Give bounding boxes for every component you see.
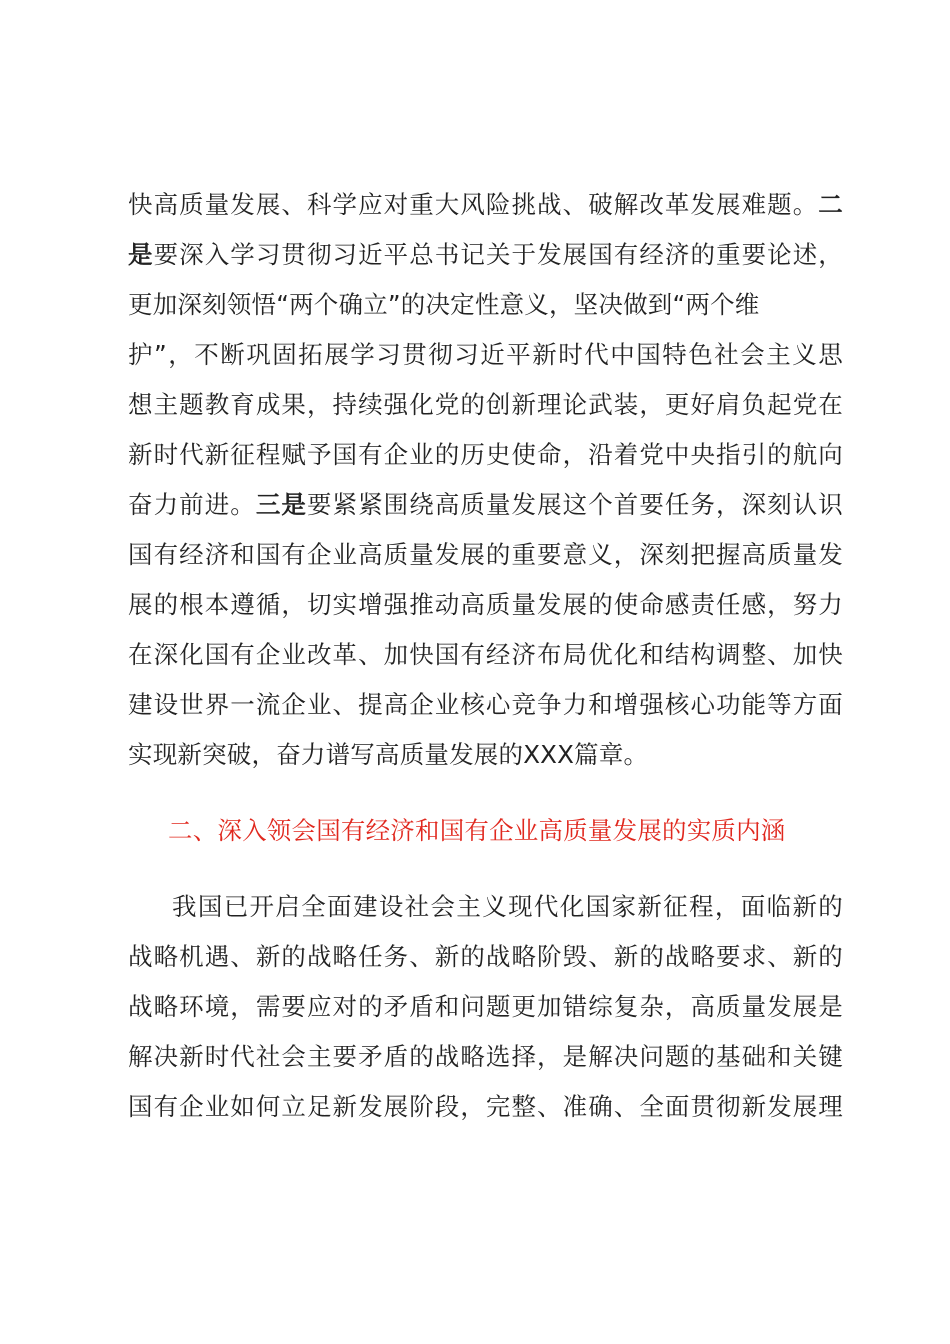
bold-text-run: 是 bbox=[128, 240, 154, 269]
paragraph-2-line-4: 解决新时代社会主要矛盾的战略选择，是解决问题的基础和关键 bbox=[128, 1042, 843, 1071]
paragraph-1-line-9: 展的根本遵循，切实增强推动高质量发展的使命感责任感，努力 bbox=[128, 590, 843, 619]
paragraph-1-line-2 bbox=[128, 230, 843, 280]
text-run: 快高质量发展、科学应对重大风险挑战、破解改革发展难题。 bbox=[128, 190, 819, 219]
bold-text-run: 二 bbox=[818, 190, 843, 219]
section-heading: 二、深入领会国有经济和国有企业高质量发展的实质内涵 bbox=[168, 816, 786, 845]
text-run: 奋力前进。 bbox=[128, 490, 256, 519]
paragraph-1-line-6: 新时代新征程赋予国有企业的历史使命，沿着党中央指引的航向 bbox=[128, 440, 843, 469]
paragraph-2-line-1: 我国已开启全面建设社会主义现代化国家新征程，面临新的 bbox=[172, 892, 843, 921]
paragraph-1-line-12: 实现新突破，奋力谱写高质量发展的XXX篇章。 bbox=[128, 740, 649, 769]
paragraph-1-line-3: 更加深刻领悟“两个确立”的决定性意义，坚决做到“两个维 bbox=[128, 290, 760, 319]
spacer bbox=[128, 856, 843, 882]
text-run: 要紧紧围绕高质量发展这个首要任务，深刻认识 bbox=[306, 490, 844, 519]
paragraph-1-line-7 bbox=[128, 480, 843, 530]
paragraph-1-line-1 bbox=[128, 180, 843, 230]
bold-text-run: 三是 bbox=[255, 490, 307, 519]
paragraph-2-line-3: 战略环境，需要应对的矛盾和问题更加错综复杂，高质量发展是 bbox=[128, 992, 843, 1021]
text-run: 要深入学习贯彻习近平总书记关于发展国有经济的重要论述， bbox=[153, 240, 843, 269]
paragraph-2-line-2: 战略机遇、新的战略任务、新的战略阶毁、新的战略要求、新的 bbox=[128, 942, 843, 971]
paragraph-1-line-11: 建设世界一流企业、提高企业核心竞争力和增强核心功能等方面 bbox=[128, 690, 843, 719]
paragraph-1-line-8: 国有经济和国有企业高质量发展的重要意义，深刻把握高质量发 bbox=[128, 540, 843, 569]
paragraph-2-line-5: 国有企业如何立足新发展阶段，完整、准确、全面贯彻新发展理 bbox=[128, 1092, 843, 1121]
paragraph-1-line-5: 想主题教育成果，持续强化党的创新理论武装，更好肩负起党在 bbox=[128, 390, 843, 419]
spacer bbox=[128, 780, 843, 806]
paragraph-1-line-10: 在深化国有企业改革、加快国有经济布局优化和结构调整、加快 bbox=[128, 640, 843, 669]
document-page bbox=[128, 180, 843, 1132]
paragraph-1-line-4: 护”，不断巩固拓展学习贯彻习近平新时代中国特色社会主义思 bbox=[128, 340, 843, 369]
